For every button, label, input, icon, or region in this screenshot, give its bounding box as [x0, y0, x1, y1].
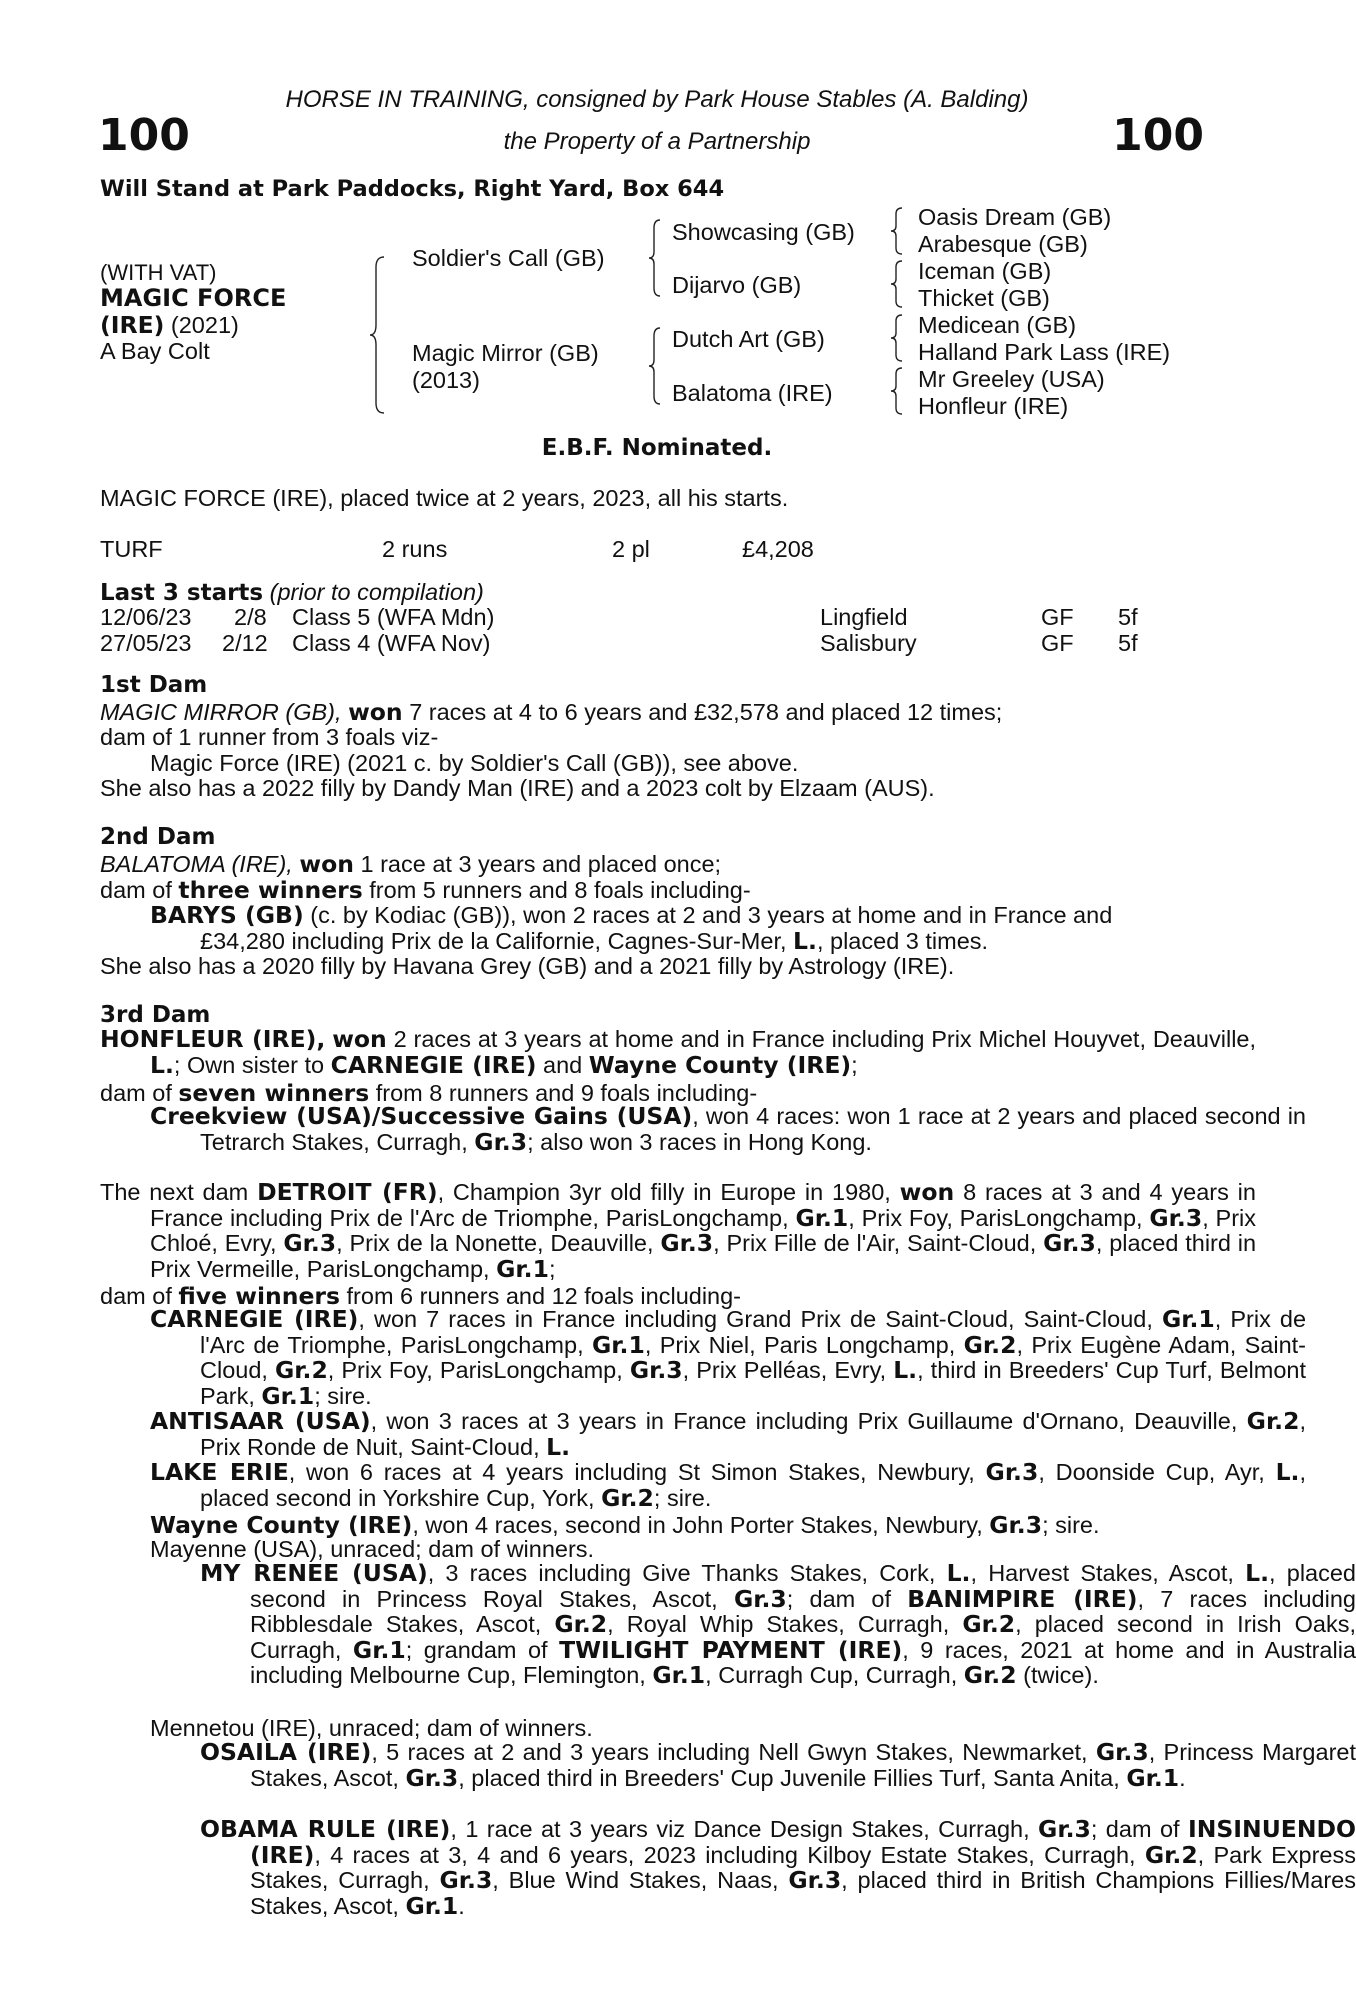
third-dam-line-dam-of: dam of seven winners from 8 runners and 9 foals including-: [100, 1079, 758, 1107]
progeny-my-renee: MY RENEE (USA), 3 races including Give Thanks Stakes, Cork, L., Harvest Stakes, Ascot, L., placed second in Princess Royal Stakes, Ascot, Gr.3; dam of BANIMPIRE (IRE), 7 races including Ribblesdale Stakes, Ascot, Gr.2, Royal Whip Stakes, Curragh, Gr.2, placed second in Irish Oaks, Curragh, Gr.1; grandam of TWILIGHT PAYMENT (IRE), 9 races, 2021 at home and in Australia including Melbourne Cup, Flemington, Gr.1, Curragh Cup, Curragh, Gr.2 (twice).: [200, 1559, 1356, 1690]
horse-name-line2: (IRE) (2021): [100, 311, 239, 339]
progeny-wayne-county: Wayne County (IRE), won 4 races, second in John Porter Stakes, Newbury, Gr.3; sire.: [150, 1511, 1100, 1539]
gen3-brace-3: [890, 313, 906, 363]
second-dam-line-4: £34,280 including Prix de la Californie, Cagnes-Sur-Mer, L., placed 3 times.: [200, 927, 989, 955]
vat-label: (WITH VAT): [100, 260, 217, 285]
last-starts-heading: Last 3 starts (prior to compilation): [100, 579, 484, 606]
lot-number-right: 100: [1112, 110, 1204, 161]
record-runs: 2 runs: [382, 536, 448, 562]
race-summary: MAGIC FORCE (IRE), placed twice at 2 years, 2023, all his starts.: [100, 485, 789, 511]
consignment-line: HORSE IN TRAINING, consigned by Park House Stables (A. Balding): [285, 86, 1029, 113]
pedigree-dam-sire: Dutch Art (GB): [672, 326, 825, 352]
gen3-brace-2: [890, 259, 906, 309]
start-row-2-course: Salisbury: [820, 630, 917, 656]
horse-description: A Bay Colt: [100, 338, 210, 364]
progeny-carnegie: CARNEGIE (IRE), won 7 races in France including Grand Prix de Saint-Cloud, Saint-Cloud, Gr.1, Prix de l'Arc de Triomphe, ParisLongchamp, Gr.1, Prix Niel, Paris Longchamp, Gr.2, Prix Eugène Adam, Saint-Cloud, Gr.2, Prix Foy, ParisLongchamp, Gr.3, Prix Pelléas, Evry, L., third in Breeders' Cup Turf, Belmont Park, Gr.1; sire.: [150, 1305, 1307, 1410]
start-row-2-pos: 2/12: [222, 630, 268, 656]
start-row-1-pos: 2/8: [234, 604, 267, 630]
start-row-1-race: Class 5 (WFA Mdn): [292, 604, 495, 630]
third-dam-heading: 3rd Dam: [100, 1002, 211, 1028]
pedigree-sire-dam: Dijarvo (GB): [672, 272, 802, 298]
third-dam-para-1: HONFLEUR (IRE), won 2 races at 3 years at home and in France including Prix Michel Houyvet, Deauville, L.; Own sister to CARNEGIE (IRE) and Wayne County (IRE);: [100, 1025, 1257, 1079]
pedigree-gen3-2: Arabesque (GB): [918, 231, 1088, 257]
pedigree-dam-year: (2013): [412, 367, 480, 393]
next-dam-para: The next dam DETROIT (FR), Champion 3yr old filly in Europe in 1980, won 8 races at 3 and 4 years in France including Prix de l'Arc de Triomphe, ParisLongchamp, Gr.1, Prix Foy, ParisLongchamp, Gr.3, Prix Chloé, Evry, Gr.3, Prix de la Nonette, Deauville, Gr.3, Prix Fille de l'Air, Saint-Cloud, Gr.3, placed third in Prix Vermeille, ParisLongchamp, Gr.1;: [100, 1178, 1257, 1283]
pedigree-gen3-1: Oasis Dream (GB): [918, 204, 1112, 230]
second-dam-heading: 2nd Dam: [100, 824, 216, 850]
pedigree-gen3-8: Honfleur (IRE): [918, 393, 1069, 419]
progeny-obama-rule: OBAMA RULE (IRE), 1 race at 3 years viz Dance Design Stakes, Curragh, Gr.3; dam of INSINUENDO (IRE), 4 races at 3, 4 and 6 years, 2023 including Kilboy Estate Stakes, Curragh, Gr.2, Park Express Stakes, Curragh, Gr.3, Blue Wind Stakes, Naas, Gr.3, placed third in British Champions Fillies/Mares Stakes, Ascot, Gr.1.: [200, 1815, 1356, 1920]
start-row-1-dist: 5f: [1118, 604, 1138, 630]
pedigree-gen3-6: Halland Park Lass (IRE): [918, 339, 1171, 365]
start-row-2-date: 27/05/23: [100, 630, 192, 656]
start-row-2-dist: 5f: [1118, 630, 1138, 656]
first-dam-line-2: dam of 1 runner from 3 foals viz-: [100, 724, 439, 750]
progeny-mennetou: Mennetou (IRE), unraced; dam of winners.: [150, 1715, 593, 1741]
pedigree-gen3-4: Thicket (GB): [918, 285, 1050, 311]
pedigree-gen3-3: Iceman (GB): [918, 258, 1052, 284]
first-dam-line-1: MAGIC MIRROR (GB), won 7 races at 4 to 6 years and £32,578 and placed 12 times;: [100, 698, 1003, 726]
location-line: Will Stand at Park Paddocks, Right Yard, Box 644: [100, 176, 725, 202]
lot-number-left: 100: [98, 110, 190, 161]
pedigree-sire-sire: Showcasing (GB): [672, 219, 855, 245]
horse-name: MAGIC FORCE: [100, 284, 287, 312]
sire-line-brace: [648, 218, 664, 298]
record-placed: 2 pl: [612, 536, 650, 562]
start-row-1-date: 12/06/23: [100, 604, 192, 630]
second-dam-line-5: She also has a 2020 filly by Havana Grey (GB) and a 2021 filly by Astrology (IRE).: [100, 953, 955, 979]
pedigree-sire: Soldier's Call (GB): [412, 245, 605, 271]
pedigree-dam-dam: Balatoma (IRE): [672, 380, 833, 406]
start-row-2-going: GF: [1041, 630, 1074, 656]
start-row-2-race: Class 4 (WFA Nov): [292, 630, 491, 656]
second-dam-line-1: BALATOMA (IRE), won 1 race at 3 years and placed once;: [100, 850, 722, 878]
record-earnings: £4,208: [742, 536, 814, 562]
property-line: the Property of a Partnership: [503, 128, 811, 155]
pedigree-gen3-5: Medicean (GB): [918, 312, 1077, 338]
gen3-brace-1: [890, 206, 906, 256]
second-dam-line-3: BARYS (GB) (c. by Kodiac (GB)), won 2 races at 2 and 3 years at home and in France and: [150, 901, 1113, 929]
record-surface: TURF: [100, 536, 163, 562]
start-row-1-course: Lingfield: [820, 604, 908, 630]
first-dam-line-4: She also has a 2022 filly by Dandy Man (IRE) and a 2023 colt by Elzaam (AUS).: [100, 775, 935, 801]
next-dam-dam-of: dam of five winners from 6 runners and 12 foals including-: [100, 1282, 742, 1310]
progeny-mayenne: Mayenne (USA), unraced; dam of winners.: [150, 1536, 595, 1562]
sire-dam-brace: [370, 255, 390, 415]
pedigree-gen3-7: Mr Greeley (USA): [918, 366, 1105, 392]
second-dam-line-2: dam of three winners from 5 runners and 8 foals including-: [100, 876, 751, 904]
first-dam-heading: 1st Dam: [100, 672, 208, 698]
ebf-nominated: E.B.F. Nominated.: [541, 435, 773, 461]
third-dam-para-creekview: Creekview (USA)/Successive Gains (USA), won 4 races: won 1 race at 2 years and placed second in Tetrarch Stakes, Curragh, Gr.3; also won 3 races in Hong Kong.: [150, 1102, 1307, 1156]
progeny-antisaar: ANTISAAR (USA), won 3 races at 3 years in France including Prix Guillaume d'Ornano, Deauville, Gr.2, Prix Ronde de Nuit, Saint-Cloud, L.: [150, 1407, 1306, 1461]
start-row-1-going: GF: [1041, 604, 1074, 630]
pedigree-dam: Magic Mirror (GB): [412, 340, 599, 366]
progeny-lake-erie: LAKE ERIE, won 6 races at 4 years including St Simon Stakes, Newbury, Gr.3, Doonside Cup, Ayr, L., placed second in Yorkshire Cup, York, Gr.2; sire.: [150, 1458, 1306, 1512]
progeny-osaila: OSAILA (IRE), 5 races at 2 and 3 years including Nell Gwyn Stakes, Newmarket, Gr.3, Princess Margaret Stakes, Ascot, Gr.3, placed third in Breeders' Cup Juvenile Fillies Turf, Santa Anita, Gr.1.: [200, 1738, 1356, 1792]
first-dam-line-3: Magic Force (IRE) (2021 c. by Soldier's Call (GB)), see above.: [150, 750, 799, 776]
gen3-brace-4: [890, 366, 906, 416]
dam-line-brace: [648, 326, 664, 406]
